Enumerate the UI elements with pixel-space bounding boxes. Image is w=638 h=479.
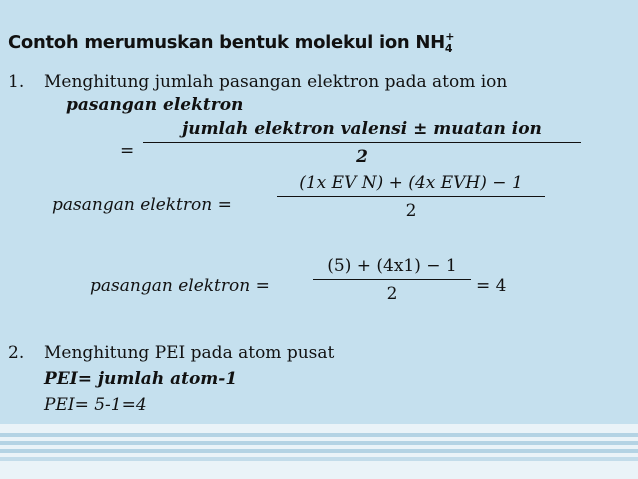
line2-lhs: pasangan elektron = [52, 195, 232, 215]
line3-fraction [313, 256, 471, 304]
footer-stripe [0, 457, 638, 461]
line3-lhs: pasangan elektron = [90, 276, 270, 296]
line3-denominator: 2 [313, 279, 471, 304]
line2-denominator: 2 [277, 196, 545, 221]
formula-lhs: pasangan elektron [66, 95, 244, 115]
step2-number: 2. [8, 343, 25, 363]
step1-number: 1. [8, 72, 25, 92]
general-formula-numerator: jumlah elektron valensi ± muatan ion [182, 119, 542, 139]
slide-title: Contoh merumuskan bentuk molekul ion $NH_4^+$ [8, 30, 455, 55]
footer-stripe [0, 449, 638, 453]
line3-result: = 4 [476, 276, 507, 296]
line2-fraction [277, 173, 545, 221]
step2-text: Menghitung PEI pada atom pusat [44, 343, 335, 363]
general-formula-fraction [143, 119, 581, 167]
line2-numerator: (1x EV N) + (4x EVH) − 1 [299, 173, 523, 193]
pei-result: PEI= 5-1=4 [44, 395, 147, 415]
step1-text: Menghitung jumlah pasangan elektron pada atom ion [44, 72, 508, 92]
footer-stripe [0, 433, 638, 437]
pei-formula: PEI= jumlah atom-1 [44, 369, 238, 389]
footer-stripe [0, 441, 638, 445]
general-formula-denominator: 2 [143, 142, 581, 167]
line3-numerator: (5) + (4x1) − 1 [327, 256, 457, 276]
formula-equals: = [120, 141, 135, 161]
